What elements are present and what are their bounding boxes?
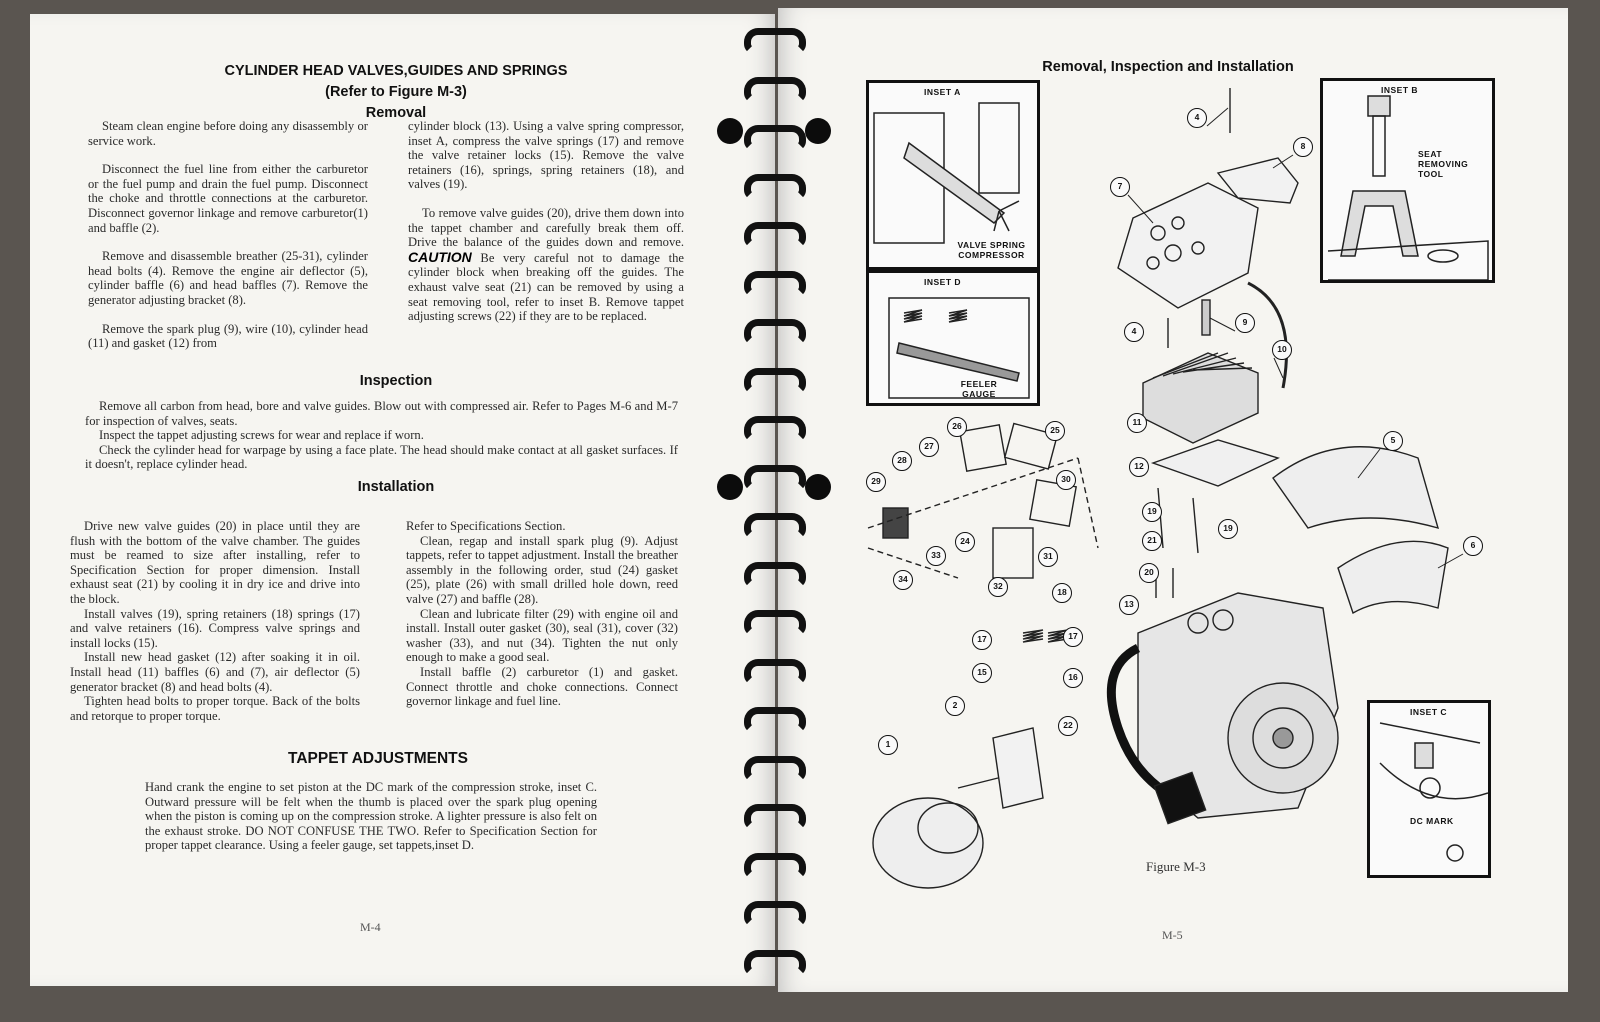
cylinder-head-part bbox=[1143, 353, 1258, 443]
page-number: M-4 bbox=[360, 920, 381, 934]
callout-4: 4 bbox=[1124, 322, 1144, 342]
paragraph: Clean and lubricate filter (29) with engine oil and install. Install outer gasket (30), seal (31), cover (32) washer (33), and nut (34). Tighten the nut only enough to make a good seal. bbox=[406, 606, 678, 665]
installation-heading: Installation bbox=[357, 479, 435, 495]
removal-heading: Removal bbox=[365, 105, 427, 121]
paragraph: Install new head gasket (12) after soaking it in oil. Install head (11) baffles (6) and (7), air deflector (5) generator bracket (8) and head bolts (4). bbox=[70, 650, 360, 694]
binding-loop bbox=[744, 950, 806, 976]
binding-loop bbox=[744, 610, 806, 636]
paragraph: Tighten head bolts to proper torque. Back of the bolts and retorque to proper torque. bbox=[70, 694, 360, 723]
paragraph: Clean, regap and install spark plug (9). Adjust tappets, refer to tappet adjustment. Install the breather assembly in the following order, stud (24) gasket (25), plate (26) with small drilled hole down, reed valve (27) and baffle (28). bbox=[406, 533, 678, 606]
cylinder-baffle-part bbox=[1338, 541, 1448, 613]
breather-plate-part bbox=[960, 425, 1006, 471]
binding-loop bbox=[744, 513, 806, 539]
callout-30: 30 bbox=[1056, 470, 1076, 490]
inset-a-label: INSET A bbox=[924, 87, 961, 97]
callout-27: 27 bbox=[919, 437, 939, 457]
callout-29: 29 bbox=[866, 472, 886, 492]
right-page bbox=[778, 8, 1568, 992]
inset-a-caption: VALVE SPRING COMPRESSOR bbox=[957, 240, 1026, 260]
binding-loop bbox=[744, 368, 806, 394]
punch-hole bbox=[805, 474, 831, 500]
binding-loop bbox=[744, 28, 806, 54]
callout-28: 28 bbox=[892, 451, 912, 471]
callout-17: 17 bbox=[1063, 627, 1083, 647]
callout-19: 19 bbox=[1142, 502, 1162, 522]
callout-19: 19 bbox=[1218, 519, 1238, 539]
inset-c bbox=[1367, 700, 1491, 878]
callout-20: 20 bbox=[1139, 563, 1159, 583]
inspection-text bbox=[85, 399, 678, 472]
callout-7: 7 bbox=[1110, 177, 1130, 197]
paragraph bbox=[408, 206, 684, 324]
callout-10: 10 bbox=[1272, 340, 1292, 360]
air-deflector-part bbox=[1273, 447, 1438, 528]
inset-c-label: INSET C bbox=[1410, 707, 1448, 717]
section-title: CYLINDER HEAD VALVES,GUIDES AND SPRINGS bbox=[224, 63, 568, 79]
binding-loop bbox=[744, 901, 806, 927]
inset-c-caption: DC MARK bbox=[1410, 816, 1454, 826]
installation-column-1 bbox=[70, 519, 360, 723]
head-gasket-part bbox=[1153, 440, 1278, 486]
callout-26: 26 bbox=[947, 417, 967, 437]
paragraph-text: To remove valve guides (20), drive them down into the tappet chamber and carefully break them off. Drive the balance of the guides down and remove. bbox=[408, 205, 684, 250]
binding-loop bbox=[744, 659, 806, 685]
callout-25: 25 bbox=[1045, 421, 1065, 441]
removal-column-2 bbox=[408, 119, 684, 324]
paragraph: Install valves (19), spring retainers (18) springs (17) and valve retainers (16). Compress valve springs and install locks (15). bbox=[70, 606, 360, 650]
callout-18: 18 bbox=[1052, 583, 1072, 603]
binding-loop bbox=[744, 174, 806, 200]
callout-32: 32 bbox=[988, 577, 1008, 597]
paragraph: Install baffle (2) carburetor (1) and gasket. Connect throttle and choke connections. Connect governor linkage and fuel line. bbox=[406, 664, 678, 709]
inset-d-label: INSET D bbox=[924, 277, 962, 287]
callout-4: 4 bbox=[1187, 108, 1207, 128]
page-number: M-5 bbox=[1162, 928, 1183, 942]
binding-loop bbox=[744, 77, 806, 103]
callout-13: 13 bbox=[1119, 595, 1139, 615]
inset-d bbox=[866, 270, 1040, 406]
dc-mark-illustration bbox=[1370, 703, 1488, 875]
paragraph: Steam clean engine before doing any disassembly or service work. bbox=[88, 119, 368, 148]
punch-hole bbox=[805, 118, 831, 144]
inset-a bbox=[866, 80, 1040, 270]
installation-column-2 bbox=[406, 519, 678, 709]
binding-loop bbox=[744, 319, 806, 345]
feeler-gauge-illustration bbox=[869, 273, 1037, 403]
punch-hole bbox=[717, 118, 743, 144]
callout-31: 31 bbox=[1038, 547, 1058, 567]
binding-loop bbox=[744, 756, 806, 782]
callout-24: 24 bbox=[955, 532, 975, 552]
carburetor-baffle-part bbox=[993, 728, 1043, 808]
head-baffle-part bbox=[1118, 183, 1258, 308]
callout-22: 22 bbox=[1058, 716, 1078, 736]
inset-b-label: INSET B bbox=[1381, 85, 1419, 95]
carburetor-part bbox=[873, 778, 998, 888]
removal-column-1 bbox=[88, 119, 368, 351]
tappet-heading: TAPPET ADJUSTMENTS bbox=[288, 750, 468, 767]
paragraph: Refer to Specifications Section. bbox=[406, 519, 566, 533]
spark-plug-part bbox=[1202, 300, 1210, 335]
callout-6: 6 bbox=[1463, 536, 1483, 556]
binding-loop bbox=[744, 804, 806, 830]
figure-caption: Figure M-3 bbox=[1146, 859, 1206, 874]
paragraph: Remove all carbon from head, bore and valve guides. Blow out with compressed air. Refer to Pages M-6 and M-7 for inspection of valves, seats. bbox=[85, 399, 678, 428]
binding-loop bbox=[744, 222, 806, 248]
binding-loop bbox=[744, 562, 806, 588]
punch-hole bbox=[717, 474, 743, 500]
paragraph-text: Be very careful not to damage the cylinder block when breaking off the guides. The exhaust valve seat (21) can be removed by using a seat removing tool, refer to inset B. Remove tappet adjusting screws (22) if they are to be replaced. bbox=[408, 250, 684, 324]
paragraph: Remove the spark plug (9), wire (10), cylinder head (11) and gasket (12) from bbox=[88, 321, 368, 351]
callout-16: 16 bbox=[1063, 668, 1083, 688]
paragraph: Check the cylinder head for warpage by using a face plate. The head should make contact at all gasket surfaces. If it doesn't, replace cylinder head. bbox=[85, 442, 678, 472]
tappet-text: Hand crank the engine to set piston at the DC mark of the compression stroke, inset C. Outward pressure will be felt when the thumb is placed over the spark plug opening when the piston is coming up on the compression stroke. A lighter pressure is also felt on the exhaust stroke. DO NOT CONFUSE THE TWO. Refer to Specification Section for proper tappet clearance. Using a feeler gauge, set tappets,inset D. bbox=[145, 780, 597, 853]
breather-cover-part bbox=[993, 528, 1033, 578]
binding-loop bbox=[744, 416, 806, 442]
paragraph: Disconnect the fuel line from either the carburetor or the fuel pump and drain the fuel pump. Disconnect the choke and throttle connections at the carburetor. Disconnect governor linkage and remove carburetor(1) and baffle (2). bbox=[88, 162, 368, 235]
caution-label: CAUTION bbox=[408, 248, 472, 265]
binding-loop bbox=[744, 707, 806, 733]
callout-33: 33 bbox=[926, 546, 946, 566]
binding-loop bbox=[744, 465, 806, 491]
inset-b-caption: SEAT REMOVING TOOL bbox=[1418, 149, 1469, 179]
inset-d-caption: FEELER GAUGE bbox=[960, 379, 998, 399]
callout-9: 9 bbox=[1235, 313, 1255, 333]
callout-2: 2 bbox=[945, 696, 965, 716]
binding-loop bbox=[744, 125, 806, 151]
seat-removing-tool-illustration bbox=[1323, 81, 1492, 280]
callout-5: 5 bbox=[1383, 431, 1403, 451]
paragraph: Drive new valve guides (20) in place until they are flush with the bottom of the valve chamber. The guides must be reamed to size after installing, refer to Specification Section for proper dimension. Install exhaust seat (21) by cooling it in dry ice and drive into the block. bbox=[70, 519, 360, 606]
callout-15: 15 bbox=[972, 663, 992, 683]
paragraph: Remove and disassemble breather (25-31), cylinder head bolts (4). Remove the engine air deflector (5), cylinder baffle (6) and head baffles (7). Remove the generator adjusting bracket (8). bbox=[88, 249, 368, 307]
engine-block-part bbox=[1111, 593, 1338, 824]
callout-8: 8 bbox=[1293, 137, 1313, 157]
paragraph: Inspect the tappet adjusting screws for wear and replace if worn. bbox=[99, 428, 424, 443]
callout-11: 11 bbox=[1127, 413, 1147, 433]
paragraph: cylinder block (13). Using a valve spring compressor, inset A, compress the valve springs (17) and remove the valve retainer locks (15). Remove the valve retainers (16), springs, spring retainers (18), and valves (19). bbox=[408, 119, 684, 192]
binding-loop bbox=[744, 853, 806, 879]
left-page bbox=[30, 14, 775, 986]
inset-b bbox=[1320, 78, 1495, 283]
figure-title: Removal, Inspection and Installation bbox=[1042, 59, 1294, 75]
callout-34: 34 bbox=[893, 570, 913, 590]
callout-21: 21 bbox=[1142, 531, 1162, 551]
callout-17: 17 bbox=[972, 630, 992, 650]
binding-loop bbox=[744, 271, 806, 297]
inspection-heading: Inspection bbox=[359, 373, 433, 389]
callout-12: 12 bbox=[1129, 457, 1149, 477]
callout-1: 1 bbox=[878, 735, 898, 755]
section-subtitle: (Refer to Figure M-3) bbox=[325, 84, 467, 100]
